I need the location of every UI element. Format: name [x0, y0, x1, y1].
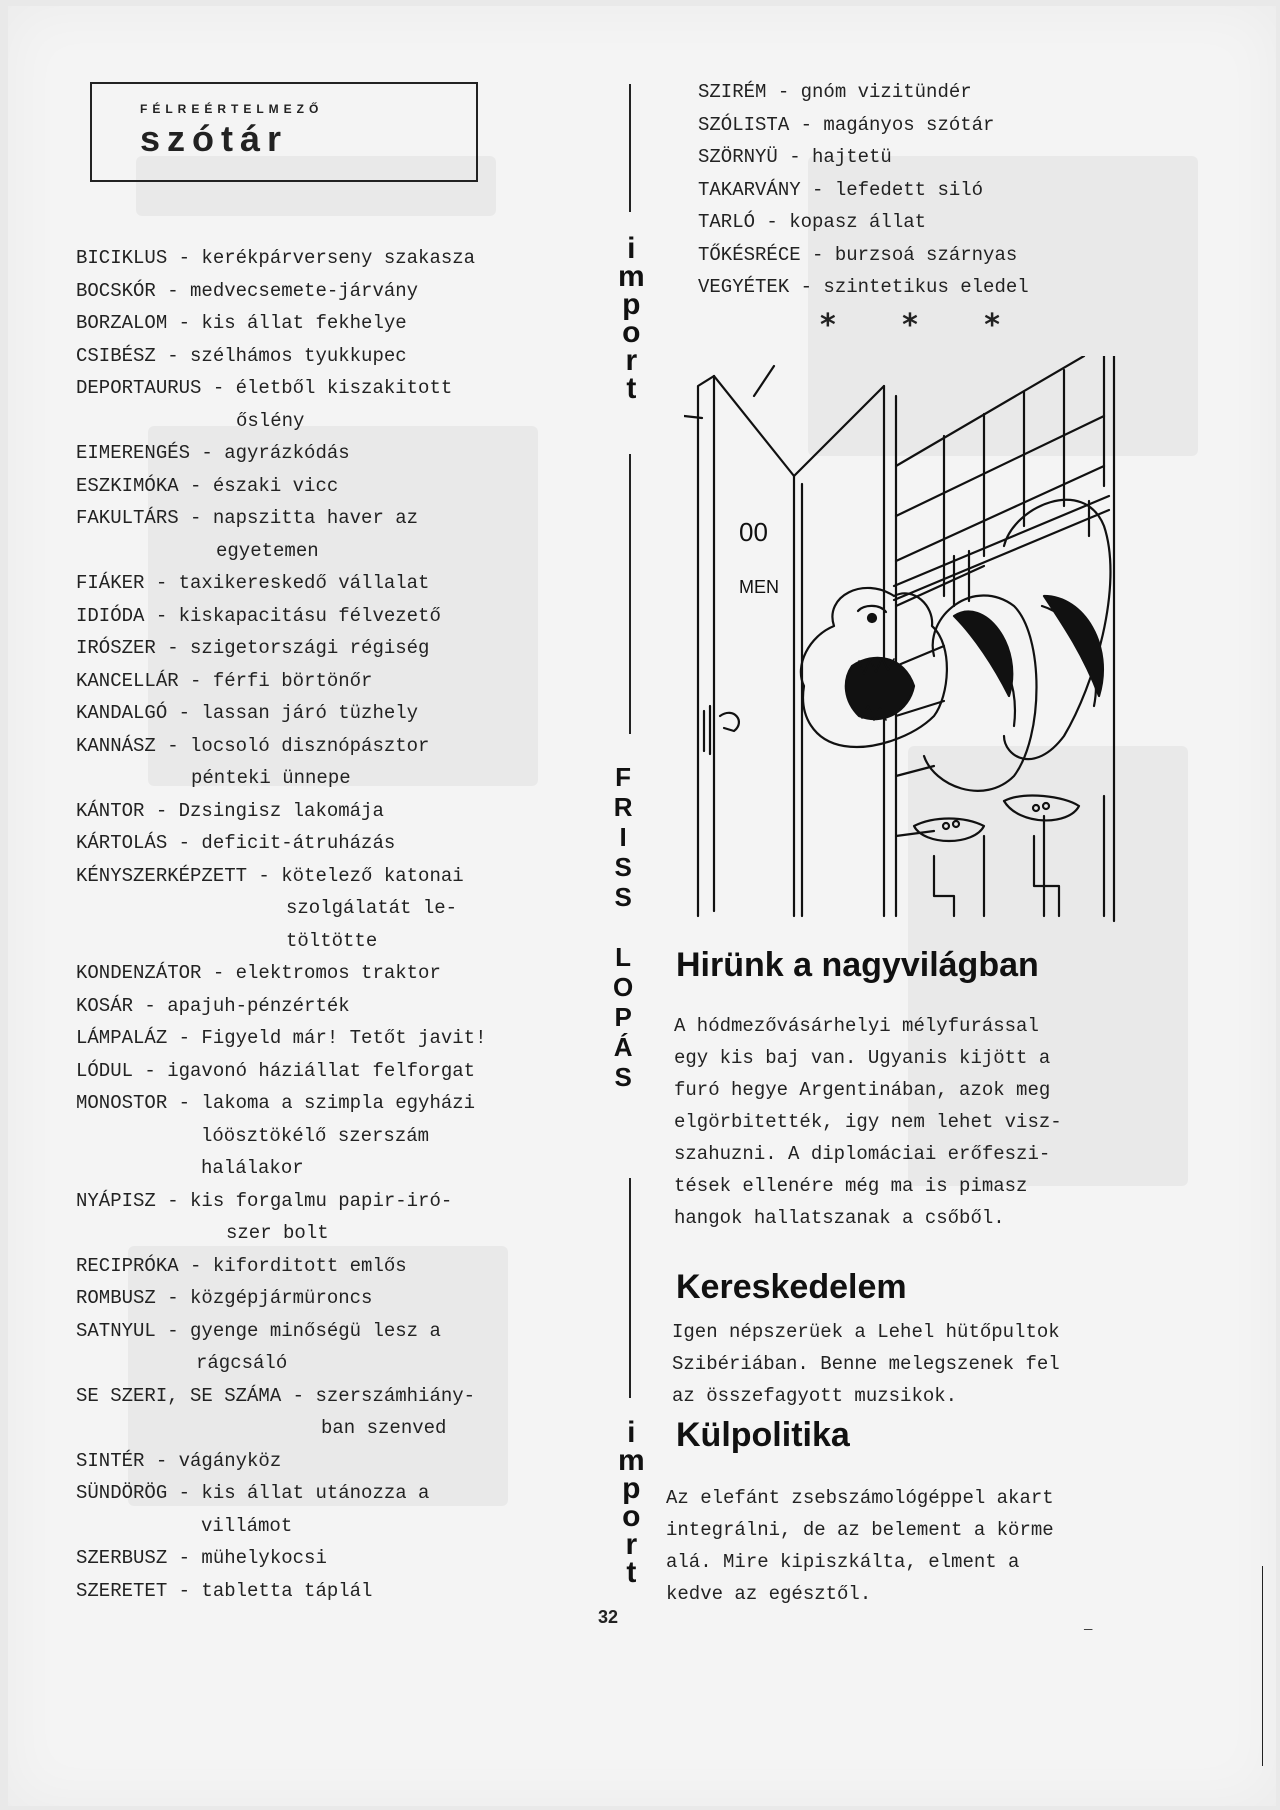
entry-text: TAKARVÁNY - lefedett siló	[698, 178, 984, 201]
dictionary-entry	[76, 1542, 556, 1575]
dictionary-entry	[76, 957, 556, 990]
vertical-letter: o	[622, 316, 641, 349]
entry-text: KANNÁSZ - locsoló disznópásztor	[76, 734, 430, 757]
dictionary-entry	[698, 174, 1029, 207]
entry-text: ESZKIMÓKA - északi vicc	[76, 474, 339, 497]
dictionary-entry	[76, 1087, 556, 1185]
paragraph-line: egy kis baj van. Ugyanis kijött a	[674, 1047, 1051, 1069]
heading-hirunk: Hirünk a nagyvilágban	[676, 946, 1039, 984]
entry-text: IDIÓDA - kiskapacitásu félvezető	[76, 604, 441, 627]
monster-eye	[868, 614, 876, 622]
vertical-letter: S	[614, 852, 632, 882]
urinal-opening	[1044, 596, 1103, 696]
page-number: 32	[598, 1607, 619, 1627]
entry-text: DEPORTAURUS - életből kiszakitott	[76, 377, 453, 399]
paragraph-line: kedve az egésztől.	[666, 1583, 872, 1605]
dictionary-entry	[76, 697, 556, 730]
vertical-letter: L	[615, 942, 632, 972]
vertical-letter: o	[622, 1500, 641, 1533]
paragraph-line: hangok hallatszanak a csőből.	[674, 1207, 1005, 1229]
urinal-basin	[914, 819, 984, 842]
document-page	[8, 6, 1276, 1806]
door-hinge	[704, 706, 710, 754]
paragraph-line: alá. Mire kipiszkálta, elment a	[666, 1551, 1020, 1573]
dictionary-title-box	[90, 82, 478, 182]
entry-text: KANDALGÓ - lassan járó tüzhely	[76, 702, 419, 724]
dictionary-entry	[698, 76, 1029, 109]
entry-text: ROMBUSZ - közgépjármüroncs	[76, 1287, 373, 1309]
paragraph-kulpolitika	[666, 1482, 1054, 1610]
paragraph-line: elgörbitették, igy nem lehet visz-	[674, 1111, 1062, 1133]
entry-text: SINTÉR - vágányköz	[76, 1449, 282, 1472]
vertical-letter: m	[618, 260, 645, 293]
left-dictionary-list	[76, 242, 556, 1607]
paragraph-line: szahuzni. A diplomáciai erőfeszi-	[674, 1143, 1051, 1165]
entry-text: BOCSKÓR - medvecsemete-járvány	[76, 279, 419, 302]
dictionary-entry	[76, 1445, 556, 1478]
paragraph-line: integrálni, de az belement a körme	[666, 1519, 1054, 1541]
section-separator-stars: * * *	[820, 308, 1028, 343]
dictionary-entry	[76, 470, 556, 503]
vertical-letter: I	[619, 822, 627, 852]
right-dictionary-list	[698, 76, 1029, 304]
entry-text: SATNYUL - gyenge minőségü lesz a	[76, 1319, 441, 1342]
divider-line	[629, 84, 631, 212]
entry-text: IRÓSZER - szigetországi régiség	[76, 637, 430, 659]
entry-text: VEGYÉTEK - szintetikus eledel	[698, 276, 1029, 298]
entry-text: RECIPRÓKA - kiforditott emlős	[76, 1254, 407, 1277]
dictionary-entry	[76, 795, 556, 828]
entry-text: SE SZERI, SE SZÁMA - szerszámhiány-	[76, 1384, 476, 1407]
dictionary-entry	[76, 1380, 556, 1445]
vertical-letter: R	[613, 792, 633, 822]
entry-text: SZÓLISTA - magányos szótár	[698, 113, 995, 136]
paragraph-kereskedelem	[672, 1316, 1060, 1412]
entry-text: SZERETET - tabletta táplál	[76, 1579, 373, 1602]
divider-line	[629, 1178, 631, 1398]
dictionary-entry	[76, 1315, 556, 1380]
vertical-letter: i	[627, 232, 636, 265]
vertical-letter: m	[618, 1444, 645, 1477]
heading-kereskedelem: Kereskedelem	[676, 1268, 907, 1306]
paragraph-line: Az elefánt zsebszámológéppel akart	[666, 1487, 1054, 1509]
vertical-import-top	[618, 232, 645, 405]
divider-line	[629, 454, 631, 734]
title-main: szótár	[140, 118, 289, 159]
entry-continuation: rágcsáló	[196, 1352, 288, 1374]
door-panel	[714, 376, 794, 916]
dictionary-entry	[698, 141, 1029, 174]
dictionary-entry	[76, 632, 556, 665]
vertical-letter: p	[622, 288, 641, 321]
dictionary-entry	[76, 1185, 556, 1250]
entry-text: SÜNDÖRÖG - kis állat utánozza a	[76, 1482, 430, 1504]
title-small-caption: FÉLREÉRTELMEZŐ	[140, 102, 324, 116]
entry-continuation: villámot	[201, 1514, 293, 1537]
dictionary-entry	[76, 600, 556, 633]
paragraph-line: furó hegye Argentinában, azok meg	[674, 1079, 1051, 1101]
dictionary-entry	[76, 730, 556, 795]
urinal-opening	[954, 611, 1012, 696]
edge-dash: —	[1084, 1622, 1093, 1638]
page-edge-line	[1262, 1566, 1263, 1766]
entry-continuation: töltötte	[286, 929, 378, 952]
vertical-letter: F	[615, 762, 632, 792]
vertical-letter: P	[614, 1002, 632, 1032]
dictionary-entry	[76, 827, 556, 860]
dictionary-entry	[76, 275, 556, 308]
entry-text: LÓDUL - igavonó háziállat felforgat	[76, 1059, 476, 1082]
vertical-letter: O	[613, 972, 634, 1002]
door-handle	[720, 713, 739, 731]
paragraph-line: tések ellenére még ma is pimasz	[674, 1175, 1028, 1197]
urinal-basin	[1004, 796, 1079, 821]
entry-text: SZERBUSZ - mühelykocsi	[76, 1547, 327, 1569]
vertical-letter: p	[622, 1472, 641, 1505]
entry-continuation: halálakor	[201, 1157, 304, 1179]
entry-text: SZIRÉM - gnóm vizitündér	[698, 81, 972, 103]
dictionary-entry	[76, 1022, 556, 1055]
heading-kulpolitika: Külpolitika	[676, 1416, 850, 1454]
dictionary-entry	[76, 242, 556, 275]
vertical-import-bottom	[618, 1416, 645, 1589]
vertical-letter: S	[614, 882, 632, 912]
dictionary-entry	[76, 437, 556, 470]
entry-text: TŐKÉSRÉCE - burzsoá szárnyas	[698, 243, 1018, 266]
dictionary-entry	[76, 307, 556, 340]
paragraph-line: A hódmezővásárhelyi mélyfurással	[674, 1015, 1039, 1037]
dictionary-entry	[76, 1250, 556, 1283]
entry-continuation: szolgálatát le-	[286, 897, 458, 919]
dictionary-entry	[76, 1055, 556, 1088]
entry-continuation: lóösztökélő szerszám	[201, 1124, 430, 1147]
entry-text: KANCELLÁR - férfi börtönőr	[76, 669, 373, 692]
entry-continuation: ban szenved	[321, 1417, 447, 1439]
vertical-letter: r	[625, 1528, 638, 1561]
dictionary-entry	[76, 1477, 556, 1542]
dictionary-entry	[76, 502, 556, 567]
entry-text: MONOSTOR - lakoma a szimpla egyházi	[76, 1092, 476, 1114]
entry-continuation: őslény	[236, 409, 305, 432]
door-sign-men: MEN	[739, 577, 779, 597]
dictionary-entry	[698, 239, 1029, 272]
dictionary-entry	[76, 1282, 556, 1315]
entry-text: KÁNTOR - Dzsingisz lakomája	[76, 799, 384, 822]
restroom-cartoon-illustration	[684, 356, 1124, 936]
dictionary-entry	[76, 567, 556, 600]
vertical-letter: Á	[613, 1032, 633, 1062]
entry-text: CSIBÉSZ - szélhámos tyukkupec	[76, 344, 407, 367]
paragraph-hirunk	[674, 1010, 1062, 1234]
vertical-friss-lopas	[613, 764, 633, 1094]
dictionary-entry	[76, 372, 556, 437]
dictionary-entry	[76, 860, 556, 958]
dictionary-entry	[76, 665, 556, 698]
entry-text: NYÁPISZ - kis forgalmu papir-iró-	[76, 1189, 453, 1212]
entry-text: LÁMPALÁZ - Figyeld már! Tetőt javit!	[76, 1027, 487, 1049]
vertical-letter: t	[626, 1556, 637, 1589]
paragraph-line: Szibériában. Benne melegszenek fel	[672, 1353, 1060, 1375]
door-sign-symbol: 00	[739, 517, 768, 547]
entry-continuation: pénteki ünnepe	[191, 767, 351, 789]
entry-text: KÉNYSZERKÉPZETT - kötelező katonai	[76, 864, 464, 887]
entry-text: KONDENZÁTOR - elektromos traktor	[76, 962, 441, 984]
dictionary-entry	[76, 1575, 556, 1608]
vertical-letter: t	[626, 372, 637, 405]
entry-text: SZÖRNYÜ - hajtetü	[698, 146, 892, 168]
vertical-letter: r	[625, 344, 638, 377]
dictionary-entry	[76, 340, 556, 373]
entry-text: FAKULTÁRS - napszitta haver az	[76, 507, 419, 529]
dictionary-entry	[698, 109, 1029, 142]
entry-text: KÁRTOLÁS - deficit-átruházás	[76, 832, 396, 854]
vertical-letter: i	[627, 1416, 636, 1449]
entry-text: BICIKLUS - kerékpárverseny szakasza	[76, 247, 476, 269]
entry-text: TARLÓ - kopasz állat	[698, 211, 927, 233]
entry-text: KOSÁR - apajuh-pénzérték	[76, 994, 350, 1017]
paragraph-line: az összefagyott muzsikok.	[672, 1385, 958, 1407]
entry-continuation: egyetemen	[216, 539, 319, 562]
vertical-letter: S	[614, 1062, 632, 1092]
entry-text: BORZALOM - kis állat fekhelye	[76, 312, 407, 334]
entry-text: FIÁKER - taxikereskedő vállalat	[76, 572, 430, 594]
dictionary-entry	[698, 206, 1029, 239]
entry-text: EIMERENGÉS - agyrázkódás	[76, 442, 350, 464]
door-frame	[698, 376, 714, 916]
dictionary-entry	[76, 990, 556, 1023]
dictionary-entry	[698, 271, 1029, 304]
entry-continuation: szer bolt	[226, 1222, 329, 1244]
paragraph-line: Igen népszerüek a Lehel hütőpultok	[672, 1321, 1060, 1343]
